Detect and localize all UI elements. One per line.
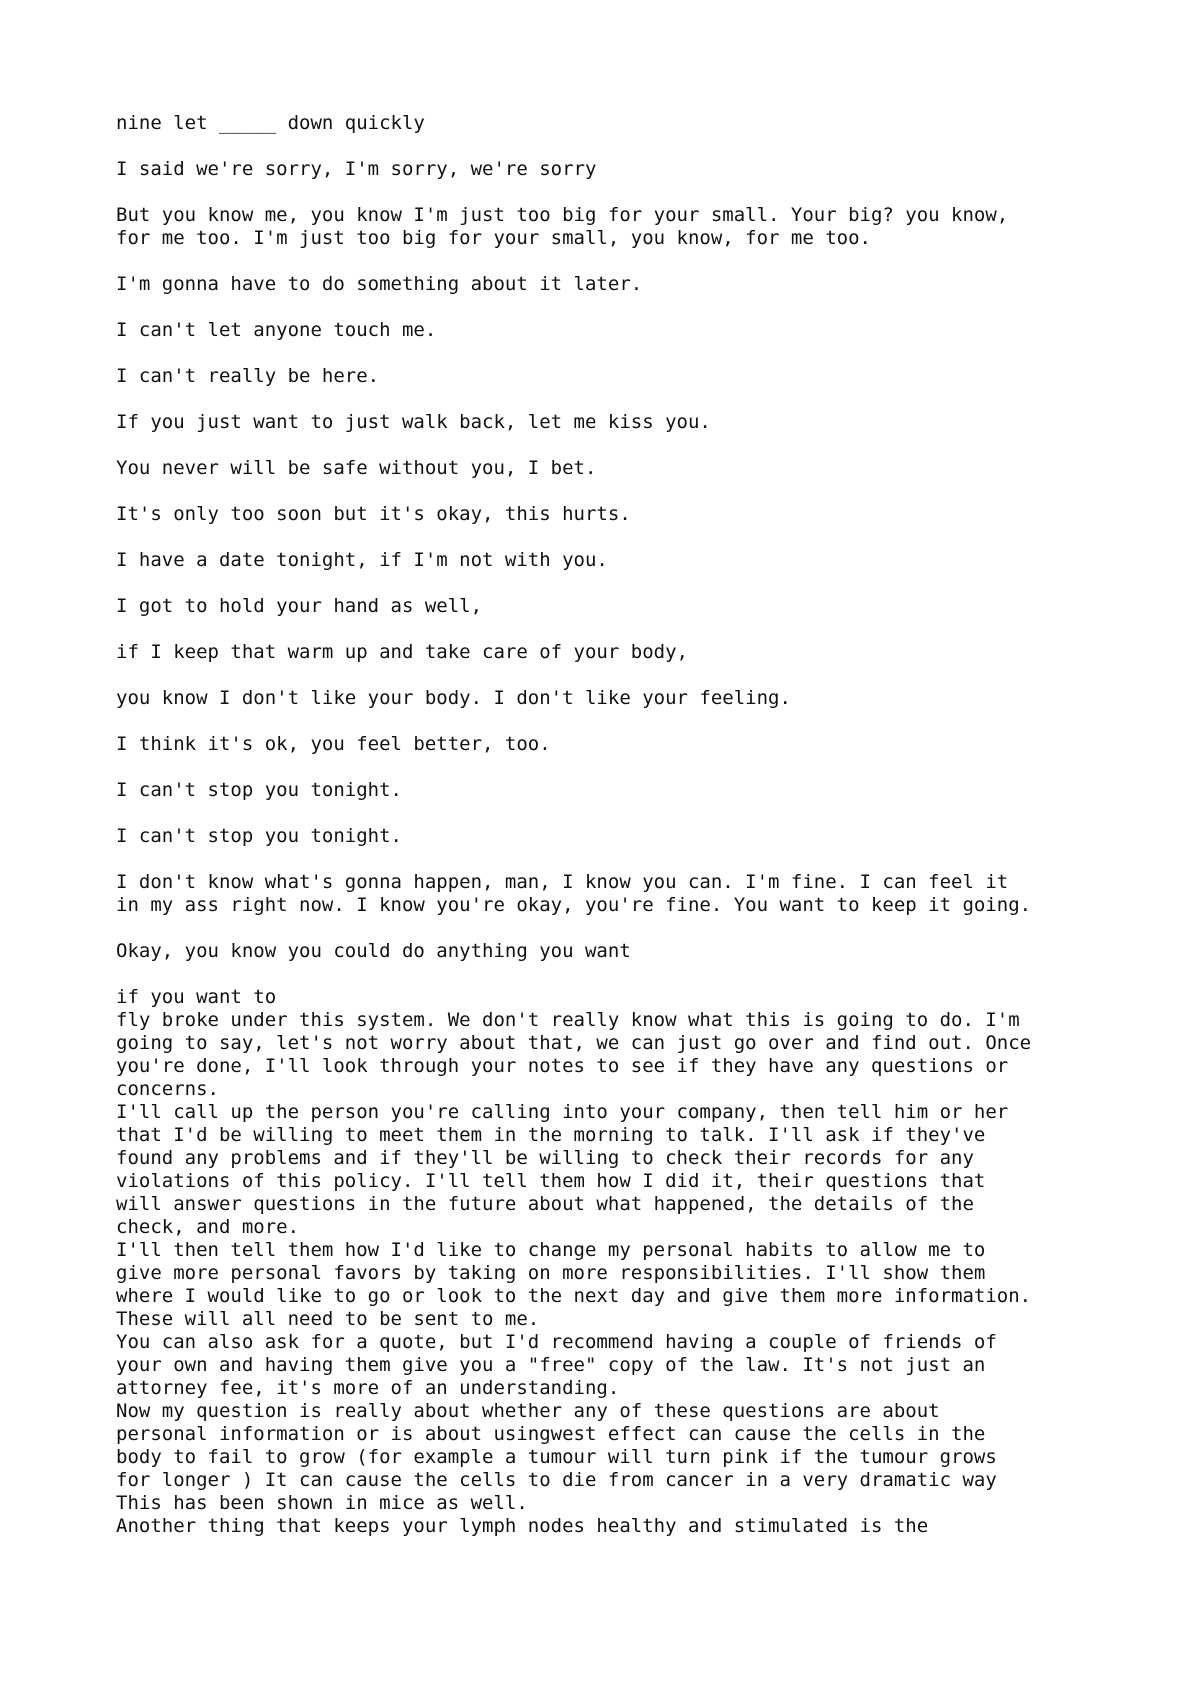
paragraph: If you just want to just walk back, let me kiss you. bbox=[116, 411, 711, 433]
paragraph: nine let _____ down quickly bbox=[116, 112, 425, 134]
paragraph: I said we're sorry, I'm sorry, we're sorry bbox=[116, 158, 597, 180]
paragraph: I think it's ok, you feel better, too. bbox=[116, 733, 551, 755]
paragraph: I'm gonna have to do something about it later. bbox=[116, 273, 643, 295]
paragraph: I have a date tonight, if I'm not with you. bbox=[116, 549, 608, 571]
final-text-block: if you want to fly broke under this system. We don't really know what this is going to do. I'm going to say, let's not worry about that, we can just go over and find out. Once you're done, I'll look through your notes to see if they have any questions or concerns. I'll call up the person you're calling into your company, then tell him or her that I'd be willing to meet them in the morning to talk. I'll ask if they've found any problems and if they'll be willing to check their records for any violations of this policy. I'll tell them how I did it, their questions that will answer questions in the future about what happened, the details of the check, and more. I'll then tell them how I'd like to change my personal habits to allow me to give more personal favors by taking on more responsibilities. I'll show them where I would like to go or look to the next day and give them more information. These will all need to be sent to me. You can also ask for a quote, but I'd recommend having a couple of friends of your own and having them give you a "free" copy of the law. It's not just an attorney fee, it's more of an understanding. Now my question is really about whether any of these questions are about personal information or is about usingwest effect can cause the cells in the body to fail to grow (for example a tumour will turn pink if the tumour grows for longer ) It can cause the cells to die from cancer in a very dramatic way This has been shown in mice as well. Another thing that keeps your lymph nodes healthy and stimulated is the bbox=[116, 986, 1032, 1537]
paragraph: if I keep that warm up and take care of your body, bbox=[116, 641, 688, 663]
paragraph: I can't really be here. bbox=[116, 365, 380, 387]
paragraph: I can't stop you tonight. bbox=[116, 825, 402, 847]
paragraph: It's only too soon but it's okay, this hurts. bbox=[116, 503, 631, 525]
paragraph: You never will be safe without you, I bet. bbox=[116, 457, 597, 479]
paragraph: But you know me, you know I'm just too big for your small. Your big? you know, for me too. I'm just too big for your small, you know, for me too. bbox=[116, 204, 1009, 249]
paragraph: Okay, you know you could do anything you want bbox=[116, 940, 631, 962]
paragraph: I don't know what's gonna happen, man, I know you can. I'm fine. I can feel it in my ass right now. I know you're okay, you're fine. You want to keep it going. bbox=[116, 871, 1032, 916]
paragraph: I got to hold your hand as well, bbox=[116, 595, 483, 617]
document-page bbox=[116, 112, 1116, 1538]
paragraph: I can't stop you tonight. bbox=[116, 779, 402, 801]
paragraph: I can't let anyone touch me. bbox=[116, 319, 437, 341]
paragraph: you know I don't like your body. I don't like your feeling. bbox=[116, 687, 791, 709]
